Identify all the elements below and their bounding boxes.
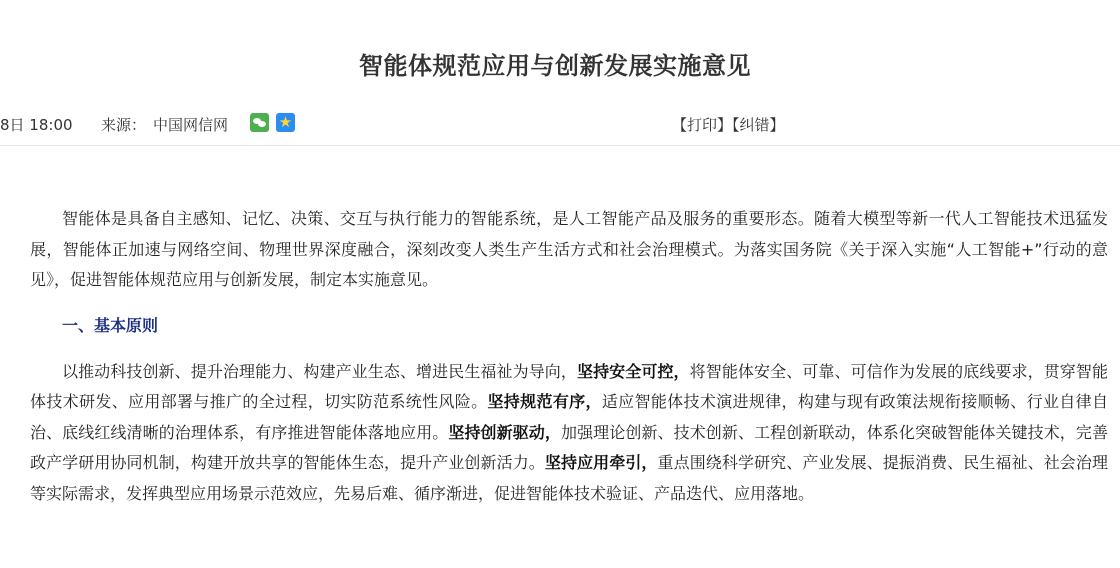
article-tools: [672, 114, 785, 135]
intro-paragraph: 智能体是具备自主感知、记忆、决策、交互与执行能力的智能系统，是人工智能产品及服务的重要形态。随着大模型等新一代人工智能技术迅猛发展，智能体正加速与网络空间、物理世界深度融合，深刻改变人类生产生活方式和社会治理模式。为落实国务院《关于深入实施“人工智能+”行动的意见》，促进智能体规范应用与创新发展，制定本实施意见。: [30, 209, 1108, 289]
paragraph-text: 重点围绕科学研究、产业发展、提振消费、民生福祉、社会治理等实际需求，发挥典型应用场景示范效应，先易后难、循序渐进，促进智能体技术验证、产品迭代、应用落地。: [30, 453, 1108, 503]
article-meta: [0, 113, 1120, 133]
source-label: 来源：: [101, 116, 147, 134]
principle-innovation: 坚持创新驱动，: [448, 422, 561, 442]
paragraph-text: 以推动科技创新、提升治理能力、构建产业生态、增进民生福祉为导向，: [62, 361, 577, 381]
meta-divider: [0, 145, 1120, 146]
paragraph-text: 将智能体安全、可靠、可信作为发展的底线要求，贯穿智能体技术研发、应用部署与推广的全过程，切实防范系统性风险。: [30, 361, 1108, 411]
page-title: 智能体规范应用与创新发展实施意见: [359, 52, 751, 81]
section-heading: 一、基本原则: [62, 315, 159, 335]
qzone-share-icon[interactable]: ★: [276, 113, 295, 132]
correct-link[interactable]: 【纠错】: [732, 116, 785, 134]
print-link[interactable]: 【打印】: [672, 116, 733, 134]
source-name: 中国网信网: [153, 116, 229, 134]
principles-paragraph: [30, 357, 1108, 510]
principle-application: 坚持应用牵引，: [544, 453, 658, 472]
publish-date: 8日 18:00: [0, 116, 73, 134]
principle-safety: 坚持安全可控，: [576, 361, 690, 381]
article-body: [30, 204, 1108, 509]
wechat-share-icon[interactable]: [250, 113, 269, 132]
paragraph-text: 适应智能体技术演进规律，构建与现有政策法规衔接顺畅、行业自律自治、底线红线清晰的治理体系，有序推进智能体落地应用。: [30, 392, 1108, 442]
paragraph-text: 加强理论创新、技术创新、工程创新联动，体系化突破智能体关键技术，完善政产学研用协同机制，构建开放共享的智能体生态，提升产业创新活力。: [30, 422, 1108, 472]
principle-order: 坚持规范有序，: [487, 392, 602, 411]
